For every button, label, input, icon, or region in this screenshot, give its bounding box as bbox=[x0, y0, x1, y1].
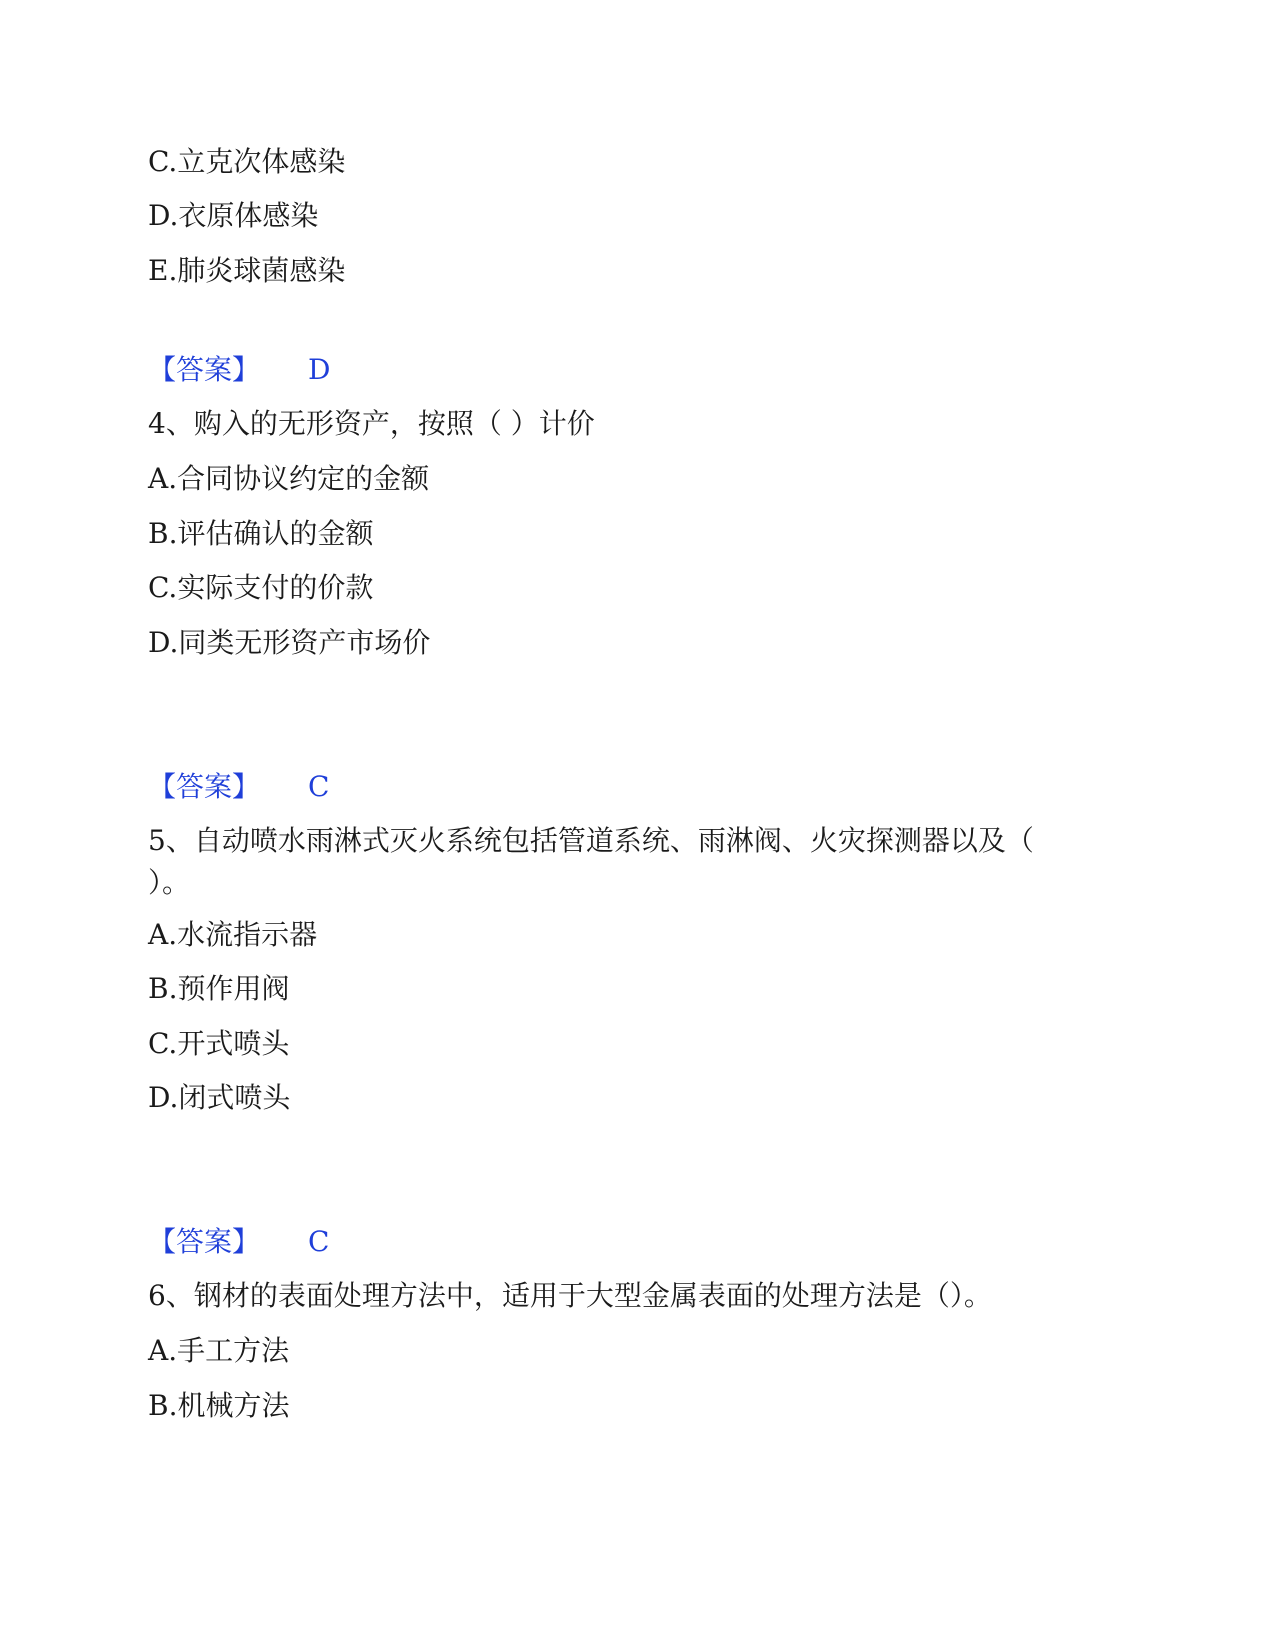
q6-option-a: A.手工方法 bbox=[148, 1334, 290, 1367]
answer-value: C bbox=[308, 1225, 330, 1258]
q4-option-d: D.同类无形资产市场价 bbox=[148, 626, 431, 659]
q3-answer bbox=[148, 350, 330, 390]
q5-question: 5、自动喷水雨淋式灭火系统包括管道系统、雨淋阀、火灾探测器以及（ ）。 bbox=[148, 824, 1034, 899]
answer-value: D bbox=[308, 353, 331, 386]
q5-option-a: A.水流指示器 bbox=[148, 918, 318, 951]
q3-option-e: E.肺炎球菌感染 bbox=[148, 254, 346, 287]
q5-option-d: D.闭式喷头 bbox=[148, 1081, 291, 1114]
q4-question: 4、购入的无形资产，按照（ ）计价 bbox=[148, 407, 595, 440]
q3-option-d: D.衣原体感染 bbox=[148, 199, 319, 232]
q5-option-c: C.开式喷头 bbox=[148, 1027, 290, 1060]
q4-answer bbox=[148, 767, 329, 807]
q5-answer bbox=[148, 1222, 329, 1262]
q4-option-b: B.评估确认的金额 bbox=[148, 517, 374, 550]
q6-question: 6、钢材的表面处理方法中，适用于大型金属表面的处理方法是（）。 bbox=[148, 1279, 992, 1312]
answer-value: C bbox=[308, 770, 330, 803]
q4-option-a: A.合同协议约定的金额 bbox=[148, 462, 430, 495]
q4-option-c: C.实际支付的价款 bbox=[148, 571, 374, 604]
answer-label: 【答案】 bbox=[148, 770, 261, 803]
answer-label: 【答案】 bbox=[148, 1225, 261, 1258]
q3-option-c: C.立克次体感染 bbox=[148, 145, 346, 178]
q6-option-b: B.机械方法 bbox=[148, 1389, 290, 1422]
q5-option-b: B.预作用阀 bbox=[148, 972, 290, 1005]
answer-label: 【答案】 bbox=[148, 353, 261, 386]
